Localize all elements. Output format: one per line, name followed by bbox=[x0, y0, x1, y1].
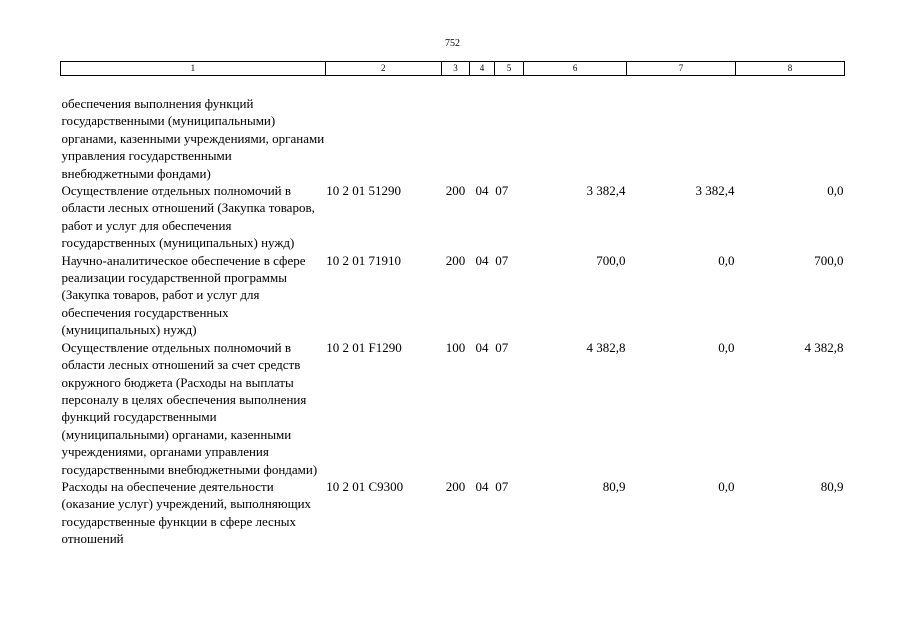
section: 04 bbox=[475, 339, 489, 355]
expense-name: обеспечения выполнения функций государственными (муниципальными) органами, казенными учреждениями, органами управления государственными внебюджетными фондами) bbox=[61, 96, 325, 181]
page-number: 752 bbox=[445, 38, 460, 49]
column-number: 5 bbox=[494, 62, 524, 76]
expense-name: Научно-аналитическое обеспечение в сфере реализации государственной программы (Закупка товаров, работ и услуг для обеспечения государственных (муниципальных) нужд) bbox=[61, 252, 306, 338]
subsection bbox=[494, 76, 524, 183]
amount-regional: 80,9 bbox=[820, 478, 844, 494]
column-number: 6 bbox=[524, 62, 627, 76]
column-number: 4 bbox=[470, 62, 494, 76]
amount-total: 4 382,8 bbox=[586, 339, 626, 355]
amount-federal bbox=[627, 76, 736, 183]
expense-type: 100 bbox=[445, 339, 466, 355]
amount-total: 700,0 bbox=[596, 252, 626, 268]
amount-regional: 4 382,8 bbox=[804, 339, 844, 355]
section bbox=[470, 76, 494, 183]
expense-name: Осуществление отдельных полномочий в области лесных отношений (Закупка товаров, работ и услуг для обеспечения государственных (муниципальных) нужд) bbox=[61, 183, 315, 251]
amount-federal: 3 382,4 bbox=[695, 183, 735, 199]
column-number: 3 bbox=[441, 62, 470, 76]
amount-total: 80,9 bbox=[602, 478, 626, 494]
subsection: 07 bbox=[495, 478, 509, 494]
column-number: 8 bbox=[735, 62, 844, 76]
target-code: 10 2 01 F1290 bbox=[326, 339, 402, 355]
amount-federal: 0,0 bbox=[718, 339, 735, 355]
section: 04 bbox=[475, 252, 489, 268]
expense-name: Осуществление отдельных полномочий в области лесных отношений за счет средств окружного бюджета (Расходы на выплаты персоналу в целях обеспечения выполнения функций государственными (муниципальными) органами, казенными учреждениями, органами управления государственными внебюджетными фондами) bbox=[61, 339, 318, 477]
subsection: 07 bbox=[495, 183, 509, 199]
expense-type bbox=[441, 76, 470, 183]
expense-type: 200 bbox=[445, 183, 466, 199]
subsection: 07 bbox=[495, 339, 509, 355]
column-number-row bbox=[61, 62, 845, 76]
target-code: 10 2 01 51290 bbox=[326, 183, 401, 199]
amount-federal: 0,0 bbox=[718, 478, 735, 494]
expense-type: 200 bbox=[445, 252, 466, 268]
column-number: 1 bbox=[61, 62, 326, 76]
table-row bbox=[61, 182, 845, 252]
section: 04 bbox=[475, 183, 489, 199]
target-code bbox=[325, 76, 441, 183]
amount-federal: 0,0 bbox=[718, 252, 735, 268]
subsection: 07 bbox=[495, 252, 509, 268]
column-number: 7 bbox=[627, 62, 736, 76]
amount-total bbox=[524, 76, 627, 183]
column-number: 2 bbox=[325, 62, 441, 76]
expense-type: 200 bbox=[445, 478, 466, 494]
section: 04 bbox=[475, 478, 489, 494]
budget-table bbox=[60, 61, 845, 548]
amount-regional: 700,0 bbox=[814, 252, 844, 268]
amount-regional bbox=[735, 76, 844, 183]
expense-name: Расходы на обеспечение деятельности (оказание услуг) учреждений, выполняющих государственные функции в сфере лесных отношений bbox=[61, 478, 312, 547]
table-row bbox=[61, 252, 845, 339]
amount-regional: 0,0 bbox=[827, 183, 844, 199]
table-row bbox=[61, 478, 845, 548]
table-row bbox=[61, 76, 845, 183]
target-code: 10 2 01 C9300 bbox=[326, 478, 404, 494]
target-code: 10 2 01 71910 bbox=[326, 252, 401, 268]
table-row bbox=[61, 339, 845, 478]
amount-total: 3 382,4 bbox=[586, 183, 626, 199]
